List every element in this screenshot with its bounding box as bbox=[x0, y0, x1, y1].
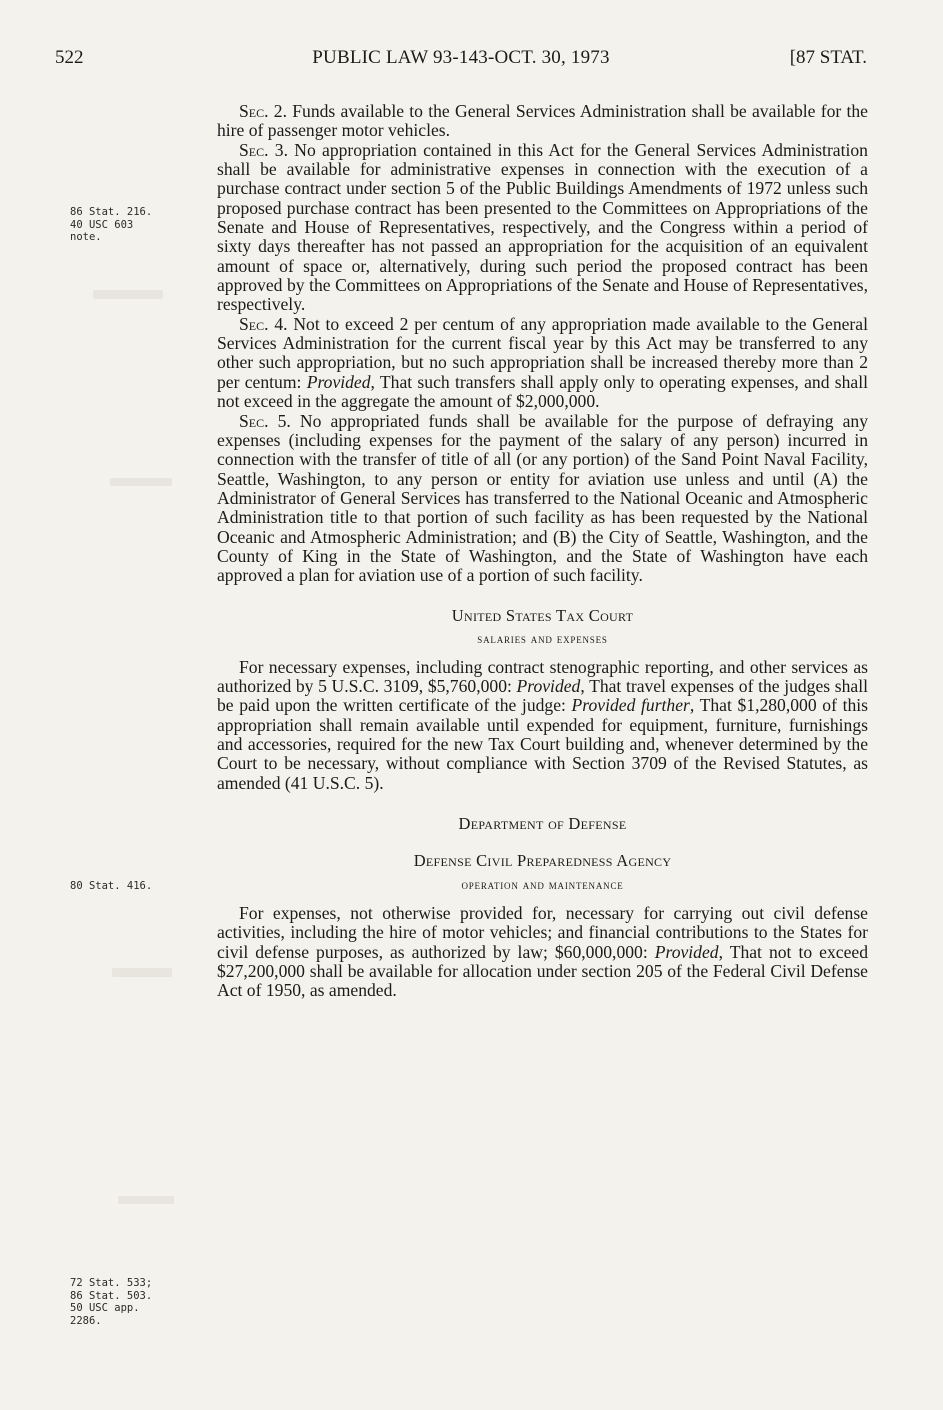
volume-reference: [87 STAT. bbox=[789, 47, 867, 68]
margin-note-civil-defense bbox=[70, 1277, 188, 1327]
section-2-paragraph bbox=[217, 102, 868, 141]
paragraph-text: , That not to exceed $27,200,000 shall be available for allocation under section 205 of the Federal Civil Defense Act of 1950, as amended. bbox=[217, 941, 868, 1001]
show-through-mark bbox=[112, 968, 172, 977]
tax-court-paragraph bbox=[217, 658, 868, 793]
paragraph-text: , That such transfers shall apply only to operating expenses, and shall not exceed in the aggregate the amount of $2,000,000. bbox=[217, 371, 868, 412]
section-4-paragraph bbox=[217, 315, 868, 412]
paragraph-text: No appropriation contained in this Act for the General Services Administration shall be available for administrative expenses in connection with the execution of a purchase contract under section 5 of the Public Buildings Amendments of 1972 unless such proposed purchase contract has been presented to the Committees on Appropriations of the Senate and House of Representatives, respectively, and the Congress within a period of sixty days thereafter has not passed an appropriation for the acquisition of an equivalent amount of space or, alternatively, during such period the proposed contract has been approved by the Committees on Appropriations of the Senate and House of Representatives, respectively. bbox=[217, 139, 868, 315]
section-label: Sec. 4. bbox=[239, 313, 288, 334]
heading-tax-court: United States Tax Court bbox=[451, 605, 634, 625]
margin-note-line: 72 Stat. 533; bbox=[70, 1277, 153, 1289]
paragraph-text: For expenses, not otherwise provided for, necessary for carrying out civil defense activities, including the hire of motor vehicles; and financial contributions to the States for civil defense purposes, as authorized by law; $60,000,000: bbox=[217, 903, 868, 962]
civil-defense-paragraph bbox=[217, 904, 868, 1001]
paragraph-text: Funds available to the General Services Administration shall be available for the hire of passenger motor vehicles. bbox=[217, 101, 868, 141]
paragraph-text: For necessary expenses, including contract stenographic reporting, and other services as authorized by 5 U.S.C. 3109, $5,760,000: bbox=[217, 656, 868, 696]
margin-note-line: 86 Stat. 503. bbox=[70, 1289, 153, 1302]
show-through-mark bbox=[93, 290, 163, 299]
margin-note-tax-court bbox=[70, 880, 188, 893]
emphasis-provided: Provided bbox=[654, 941, 719, 962]
document-body bbox=[217, 102, 868, 1001]
margin-note-sec3 bbox=[70, 206, 188, 244]
show-through-mark bbox=[110, 478, 172, 486]
section-label: Sec. 3. bbox=[239, 139, 288, 160]
paragraph-text: Not to exceed 2 per centum of any appropriation made available to the General Services Administration for the current fiscal year by this Act may be transferred to any other such appropriation, but no such appropriation shall be increased thereby more than 2 per centum: bbox=[217, 313, 868, 392]
margin-note-line: 40 USC 603 bbox=[70, 218, 134, 231]
margin-note-line: 86 Stat. 216. bbox=[70, 206, 153, 218]
margin-note-line: note. bbox=[70, 231, 102, 243]
emphasis-provided-further: Provided further bbox=[571, 695, 690, 716]
margin-note-line: 50 USC app. bbox=[70, 1302, 140, 1314]
running-head: PUBLIC LAW 93-143-OCT. 30, 1973 bbox=[312, 47, 610, 68]
page-header bbox=[55, 47, 867, 77]
paragraph-text: , That travel expenses of the judges shall be paid upon the written certificate of the judge: bbox=[217, 675, 868, 716]
section-3-paragraph bbox=[217, 141, 868, 315]
section-5-paragraph bbox=[217, 412, 868, 586]
heading-dcpa: Defense Civil Preparedness Agency bbox=[413, 851, 672, 870]
section-label: Sec. 2. bbox=[239, 101, 287, 121]
paragraph-text: , That $1,280,000 of this appropriation shall remain available until expended for equipment, furniture, furnishings and accessories, required for the new Tax Court building and, whenever determined by the Court to be necessary, without compliance with Section 3709 of the Revised Statutes, as amended (41 U.S.C. 5). bbox=[217, 695, 868, 793]
show-through-mark bbox=[118, 1196, 174, 1204]
margin-note-line: 2286. bbox=[70, 1314, 102, 1327]
page-number: 522 bbox=[55, 47, 84, 68]
subheading-om: operation and maintenance bbox=[461, 877, 624, 892]
subheading-salaries: salaries and expenses bbox=[477, 630, 608, 646]
margin-note-line: 80 Stat. 416. bbox=[70, 880, 153, 892]
heading-dod: Department of Defense bbox=[458, 814, 627, 833]
section-label: Sec. 5. bbox=[239, 410, 291, 431]
emphasis-provided: Provided bbox=[306, 371, 371, 392]
paragraph-text: No appropriated funds shall be available for the purpose of defraying any expenses (including expenses for the payment of the salary of any person) incurred in connection with the transfer of title of all (or any portion) of the Sand Point Naval Facility, Seattle, Washington, to any person or entity for aviation use unless and until (A) the Administrator of General Services has transferred to the National Oceanic and Atmospheric Administration title to that portion of such facility as has been requested by the National Oceanic and Atmospheric Administration; and (B) the City of Seattle, Washington, and the County of King in the State of Washington, and the State of Washington have each approved a plan for aviation use of a portion of such facility. bbox=[217, 410, 868, 586]
emphasis-provided: Provided bbox=[516, 675, 581, 696]
